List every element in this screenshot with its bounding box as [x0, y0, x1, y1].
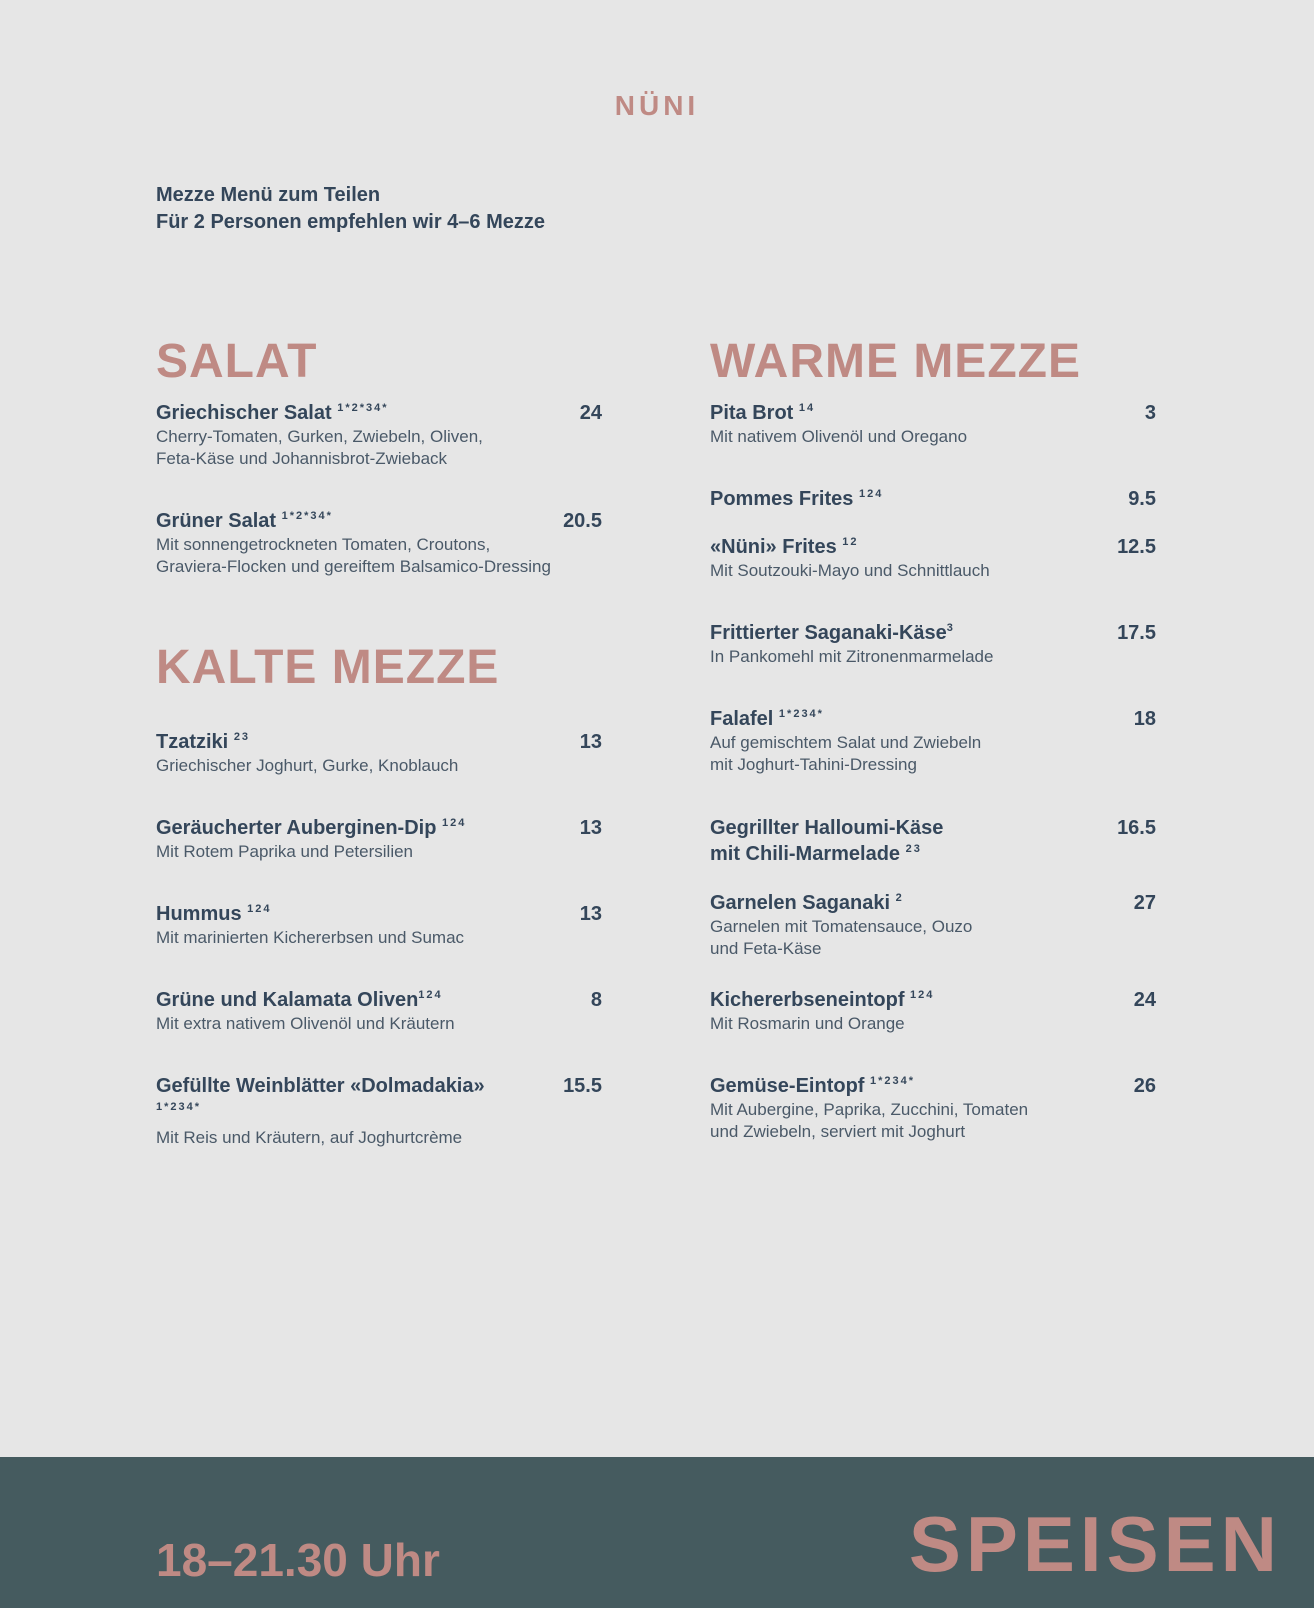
menu-item	[710, 534, 1156, 582]
item-price: 16.5	[1117, 817, 1156, 839]
item-description: Mit Rotem Paprika und Petersilien	[156, 842, 414, 861]
item-name: Griechischer Salat $^{1*2*34*}$	[156, 402, 389, 424]
item-name: Gegrillter Halloumi-Käse mit Chili-Marmelade $^{23}$	[710, 817, 944, 865]
item-name: Hummus $^{124}$	[156, 903, 272, 925]
item-description: Mit marinierten Kichererbsen und Sumac	[156, 928, 465, 947]
allergen-codes: 124	[910, 989, 935, 1001]
footer-band	[0, 1457, 1314, 1608]
item-price: 13	[579, 731, 602, 753]
item-description: Garnelen mit Tomatensauce, Ouzo und Feta-Käse	[710, 917, 973, 958]
allergen-codes: 23	[233, 731, 251, 743]
item-name: Gemüse-Eintopf $^{1*234*}$	[710, 1075, 916, 1097]
item-price: 8	[590, 989, 602, 1011]
item-price: 20.5	[563, 510, 602, 532]
allergen-codes: 124	[858, 488, 884, 500]
allergen-codes: 124	[418, 989, 443, 1001]
item-name: Frittierter Saganaki-Käse$^3$	[710, 622, 955, 644]
allergen-codes: 2	[895, 892, 904, 904]
item-name: Geräucherter Auberginen-Dip $^{124}$	[156, 817, 467, 839]
item-description: Mit sonnengetrockneten Tomaten, Croutons, Graviera-Flocken und gereiftem Balsamico-Dressing	[156, 535, 551, 576]
item-price: 26	[1133, 1075, 1156, 1097]
menu-item	[156, 400, 602, 470]
menu-item	[710, 987, 1156, 1035]
item-name: Pita Brot $^{14}$	[710, 402, 816, 424]
item-description: Mit Reis und Kräutern, auf Joghurtcrème	[156, 1128, 463, 1147]
opening-hours: 18–21.30 Uhr	[156, 1534, 440, 1586]
item-name: Falafel $^{1*234*}$	[710, 708, 824, 730]
allergen-codes: 1*234*	[778, 708, 824, 720]
allergen-codes: 124	[247, 903, 272, 915]
menu-intro	[156, 182, 545, 236]
item-name: Garnelen Saganaki $^2$	[710, 892, 904, 914]
item-price: 3	[1144, 402, 1156, 424]
item-name: Kichererbseneintopf $^{124}$	[710, 989, 935, 1011]
section-title-salat: SALAT	[156, 335, 318, 388]
intro-line-1: Mezze Menü zum Teilen	[156, 184, 381, 206]
brand-logo: NÜNI	[614, 90, 700, 121]
menu-item	[710, 890, 1156, 960]
item-name: «Nüni» Frites $^{12}$	[710, 536, 859, 558]
item-description: In Pankomehl mit Zitronenmarmelade	[710, 647, 994, 666]
item-price: 24	[579, 402, 602, 424]
item-description: Mit extra nativem Olivenöl und Kräutern	[156, 1014, 455, 1033]
item-name: Pommes Frites $^{124}$	[710, 488, 884, 510]
item-name: Gefüllte Weinblätter «Dolmadakia» $^{1*234*}$	[156, 1075, 485, 1113]
item-price: 15.5	[563, 1075, 602, 1097]
item-description: Mit Rosmarin und Orange	[710, 1014, 905, 1033]
item-price: 27	[1133, 892, 1156, 914]
item-name: Grüner Salat $^{1*2*34*}$	[156, 510, 333, 532]
menu-item	[710, 1073, 1156, 1143]
allergen-codes: 12	[842, 536, 859, 548]
menu-item	[710, 400, 1156, 448]
allergen-codes: 1*2*34*	[337, 402, 389, 414]
item-description: Auf gemischtem Salat und Zwiebeln mit Joghurt-Tahini-Dressing	[710, 733, 982, 774]
footer-title: SPEISEN	[908, 1500, 1282, 1588]
section-title-kalte-mezze: KALTE MEZZE	[156, 641, 500, 694]
item-description: Cherry-Tomaten, Gurken, Zwiebeln, Oliven, Feta-Käse und Johannisbrot-Zwieback	[156, 427, 483, 468]
item-price: 13	[579, 903, 602, 925]
menu-item	[156, 508, 602, 578]
menu-item	[156, 729, 602, 777]
allergen-codes: 3	[946, 622, 955, 634]
item-name: Grüne und Kalamata Oliven$^{124}$	[156, 989, 443, 1011]
item-description: Mit Soutzouki-Mayo und Schnittlauch	[710, 561, 990, 580]
item-description: Mit nativem Olivenöl und Oregano	[710, 427, 968, 446]
allergen-codes: 23	[905, 843, 922, 855]
allergen-codes: 1*2*34*	[281, 510, 333, 522]
menu-item	[710, 706, 1156, 776]
item-price: 13	[579, 817, 602, 839]
menu-item	[156, 987, 602, 1035]
menu-item	[156, 1073, 602, 1149]
item-price: 9.5	[1128, 488, 1156, 510]
menu-item	[710, 620, 1156, 668]
intro-line-2: Für 2 Personen empfehlen wir 4–6 Mezze	[156, 211, 546, 233]
section-title-warme-mezze: WARME MEZZE	[710, 335, 1081, 388]
item-description: Mit Aubergine, Paprika, Zucchini, Tomaten und Zwiebeln, serviert mit Joghurt	[710, 1100, 1029, 1141]
allergen-codes: 1*234*	[156, 1101, 202, 1113]
menu-item	[156, 901, 602, 949]
item-price: 18	[1133, 708, 1156, 730]
item-price: 24	[1133, 989, 1156, 1011]
allergen-codes: 1*234*	[870, 1075, 916, 1087]
allergen-codes: 124	[441, 817, 467, 829]
menu-item	[156, 815, 602, 863]
item-description: Griechischer Joghurt, Gurke, Knoblauch	[156, 756, 459, 775]
item-price: 17.5	[1117, 622, 1156, 644]
item-price: 12.5	[1117, 536, 1156, 558]
item-name: Tzatziki $^{23}$	[156, 731, 251, 753]
menu-item	[710, 815, 1156, 867]
allergen-codes: 14	[798, 402, 816, 414]
menu-item	[710, 486, 1156, 512]
